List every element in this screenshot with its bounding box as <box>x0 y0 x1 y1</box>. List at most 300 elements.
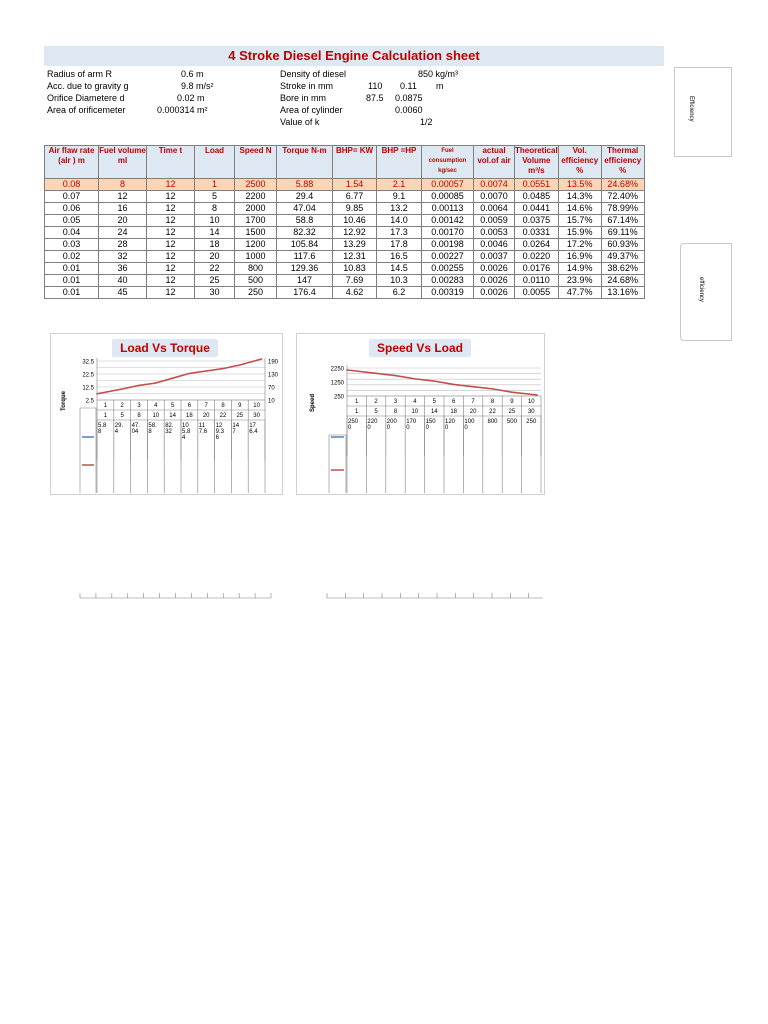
table-cell: 0.0026 <box>474 263 515 275</box>
data-point <box>511 391 513 393</box>
table-cell: 47.04 <box>277 203 333 215</box>
chart-title: Load Vs Torque <box>112 339 218 357</box>
table-cell: 14 <box>195 227 235 239</box>
param-unit: m <box>436 81 444 91</box>
data-point <box>414 378 416 380</box>
param-value: 850 kg/m³ <box>418 69 459 79</box>
table-cell-text: 1 <box>103 403 108 409</box>
table-cell-text: 8 <box>490 399 495 405</box>
load-vs-torque-plot <box>50 333 281 633</box>
table-cell: 0.0264 <box>515 239 559 251</box>
table-cell-text: 6 <box>452 399 456 405</box>
table-cell-text: 7 <box>471 399 475 405</box>
table-cell-text: 220 <box>367 419 378 425</box>
table-cell: 0.00283 <box>422 275 474 287</box>
table-cell: 500 <box>235 275 277 287</box>
table-cell: 10.83 <box>333 263 377 275</box>
table-cell-text: 5.8 <box>182 429 191 435</box>
table-cell-text: 200 <box>386 419 397 425</box>
table-cell-text: 2 <box>120 403 124 409</box>
table-cell-text: 6.4 <box>249 429 258 435</box>
table-cell: 12.31 <box>333 251 377 263</box>
table-cell: 6.77 <box>333 191 377 203</box>
table-cell-text: 30 <box>527 409 535 415</box>
table-cell: 17.3 <box>377 227 422 239</box>
table-cell: 7.69 <box>333 275 377 287</box>
table-cell: 15.9% <box>558 227 601 239</box>
table-row <box>45 179 645 191</box>
data-point <box>434 380 436 382</box>
table-cell: 0.0059 <box>474 215 515 227</box>
table-cell: 129.36 <box>277 263 333 275</box>
column-header: BHP =HP <box>377 146 422 179</box>
efficiency-axis-label: efficiency <box>698 277 704 302</box>
table-cell-text: 4 <box>182 435 186 441</box>
table-cell: 1 <box>195 179 235 191</box>
param-value: 0.02 m <box>177 93 205 103</box>
column-header: Air flaw rate (alr ) m <box>45 146 99 179</box>
table-cell: 8 <box>195 203 235 215</box>
table-cell-text: 5 <box>120 413 124 419</box>
param-label: Area of orificemeter <box>47 105 126 115</box>
param-label: Area of cylinder <box>280 105 343 115</box>
table-cell-text: 5 <box>374 409 378 415</box>
y-tick-label: 2250 <box>330 366 344 373</box>
table-row <box>45 203 645 215</box>
table-cell: 176.4 <box>277 287 333 299</box>
table-row <box>45 287 645 299</box>
table-cell: 36 <box>99 263 147 275</box>
table-cell: 0.0110 <box>515 275 559 287</box>
table-cell-text: 9 <box>510 399 514 405</box>
table-cell-text: 4 <box>413 399 417 405</box>
efficiency-chart-box <box>674 67 732 157</box>
column-header: BHP= KW <box>333 146 377 179</box>
table-cell: 10.3 <box>377 275 422 287</box>
table-cell-text: 20 <box>469 409 477 415</box>
table-cell: 12 <box>147 203 195 215</box>
table-cell: 2500 <box>235 179 277 191</box>
table-cell: 1.54 <box>333 179 377 191</box>
data-point <box>239 364 241 366</box>
table-cell-text: 25 <box>236 413 244 419</box>
table-cell: 4.62 <box>333 287 377 299</box>
table-cell: 0.01 <box>45 263 99 275</box>
y-tick-label: 12.5 <box>82 385 94 392</box>
table-cell: 82.32 <box>277 227 333 239</box>
column-header: Fuel consumption kg/sec <box>422 146 474 179</box>
table-cell: 18 <box>195 239 235 251</box>
table-cell-text: 17 <box>249 423 256 429</box>
param-row <box>280 80 480 92</box>
column-header: Fuel volume ml <box>99 146 147 179</box>
param-label: Radius of arm R <box>47 69 113 79</box>
table-cell: 28 <box>99 239 147 251</box>
table-cell: 14.0 <box>377 215 422 227</box>
table-cell: 0.0064 <box>474 203 515 215</box>
table-cell: 0.00198 <box>422 239 474 251</box>
table-cell: 10 <box>195 215 235 227</box>
table-cell: 12 <box>147 275 195 287</box>
table-cell-text: 47. <box>131 423 140 429</box>
param-row <box>47 68 267 80</box>
table-cell: 12 <box>147 191 195 203</box>
table-cell-text: 6 <box>215 435 219 441</box>
table-cell-text: 5 <box>432 399 436 405</box>
table-cell: 16 <box>99 203 147 215</box>
param-value: 1/2 <box>420 117 433 127</box>
table-cell-text: 25 <box>508 409 516 415</box>
table-cell-text: 3 <box>393 399 398 405</box>
y2-tick-label: 190 <box>268 359 279 366</box>
table-cell-text: 29. <box>114 423 124 429</box>
table-cell: 14.3% <box>558 191 601 203</box>
table-cell-text: 7.6 <box>198 429 208 435</box>
table-cell: 0.0026 <box>474 275 515 287</box>
table-cell: 12 <box>147 215 195 227</box>
table-cell-text: 250 <box>348 419 359 425</box>
param-value: 0.6 m <box>181 69 204 79</box>
data-point <box>395 375 397 377</box>
table-cell: 0.0055 <box>515 287 559 299</box>
table-cell-text: 32 <box>165 429 172 435</box>
table-cell: 0.0026 <box>474 287 515 299</box>
param-label: Stroke in mm <box>280 81 334 91</box>
data-point <box>155 382 157 384</box>
table-cell-text: 0 <box>367 425 371 431</box>
table-cell: 17.2% <box>558 239 601 251</box>
table-cell-text: 14 <box>430 409 438 415</box>
y-tick-label: 250 <box>333 394 344 401</box>
table-cell: 0.0053 <box>474 227 515 239</box>
table-cell: 12 <box>99 191 147 203</box>
table-cell-text: 22 <box>489 409 496 415</box>
param-value: 87.5 <box>366 93 384 103</box>
y2-tick-label: 10 <box>268 398 275 405</box>
table-cell: 49.37% <box>601 251 644 263</box>
column-header: Vol. efficiency % <box>558 146 601 179</box>
table-cell: 5.88 <box>277 179 333 191</box>
table-cell-text: 10 <box>182 423 189 429</box>
table-cell-text: 800 <box>487 419 498 425</box>
table-cell: 67.14% <box>601 215 644 227</box>
efficiency-axis-label: Efficiency <box>688 96 694 122</box>
table-cell-text: 30 <box>253 413 260 419</box>
column-header: Time t <box>147 146 195 179</box>
table-cell: 0.0070 <box>474 191 515 203</box>
data-point <box>375 373 377 375</box>
table-row <box>45 263 645 275</box>
table-cell: 13.29 <box>333 239 377 251</box>
table-cell-text: 7 <box>204 403 208 409</box>
table-cell: 13.16% <box>601 287 644 299</box>
table-cell: 12 <box>147 227 195 239</box>
table-cell: 0.00319 <box>422 287 474 299</box>
table-cell: 0.0485 <box>515 191 559 203</box>
table-cell: 40 <box>99 275 147 287</box>
table-cell-text: 0 <box>425 425 429 431</box>
table-cell: 1700 <box>235 215 277 227</box>
table-cell: 0.0441 <box>515 203 559 215</box>
table-cell: 0.00113 <box>422 203 474 215</box>
table-cell: 0.0551 <box>515 179 559 191</box>
param-row <box>280 104 480 116</box>
data-point <box>222 368 224 370</box>
column-header: Thermal efficiency % <box>601 146 644 179</box>
table-cell: 20 <box>99 215 147 227</box>
table-cell-text: 1 <box>355 399 359 405</box>
table-row <box>45 215 645 227</box>
table-cell: 147 <box>277 275 333 287</box>
table-cell: 13.5% <box>558 179 601 191</box>
table-cell-text: 170 <box>406 419 417 425</box>
table-cell: 0.02 <box>45 251 99 263</box>
table-cell: 69.11% <box>601 227 644 239</box>
table-cell-text: 0 <box>406 425 410 431</box>
table-cell-text: 120 <box>445 419 456 425</box>
header-row <box>45 146 645 179</box>
table-cell: 0.08 <box>45 179 99 191</box>
param-label: Bore in mm <box>280 93 327 103</box>
table-cell: 0.00170 <box>422 227 474 239</box>
table-cell-text: 8 <box>221 403 225 409</box>
table-cell: 58.8 <box>277 215 333 227</box>
table-cell-text: 4 <box>154 403 158 409</box>
table-cell: 38.62% <box>601 263 644 275</box>
table-cell-text: 0 <box>386 425 391 431</box>
table-cell: 8 <box>99 179 147 191</box>
data-point <box>205 370 207 372</box>
table-cell: 17.8 <box>377 239 422 251</box>
params-left <box>47 68 267 116</box>
param-row <box>280 92 480 104</box>
table-cell: 14.9% <box>558 263 601 275</box>
column-header: Theoretical Volume m³/s <box>515 146 559 179</box>
table-cell-text: 4 <box>114 429 119 435</box>
table-cell: 1500 <box>235 227 277 239</box>
table-cell: 0.0046 <box>474 239 515 251</box>
table-cell: 25 <box>195 275 235 287</box>
table-cell: 15.7% <box>558 215 601 227</box>
table-cell-text: 82. <box>165 423 174 429</box>
table-cell: 10.46 <box>333 215 377 227</box>
table-cell: 12 <box>147 239 195 251</box>
param-label: Density of diesel <box>280 69 347 79</box>
table-cell: 0.0176 <box>515 263 559 275</box>
table-cell-text: 58. <box>148 423 157 429</box>
table-cell: 1200 <box>235 239 277 251</box>
table-cell: 12 <box>147 251 195 263</box>
params-right <box>280 68 480 128</box>
column-header: actual vol.of air <box>474 146 515 179</box>
table-cell-text: 0 <box>464 425 468 431</box>
table-body <box>45 179 645 299</box>
table-cell-text: 6 <box>187 403 192 409</box>
table-row <box>45 191 645 203</box>
table-cell: 250 <box>235 287 277 299</box>
efficiency-chart-box-2 <box>680 243 732 341</box>
table-cell-text: 10 <box>527 399 535 405</box>
table-cell-text: 10 <box>411 409 419 415</box>
table-cell: 9.85 <box>333 203 377 215</box>
table-cell: 0.0220 <box>515 251 559 263</box>
table-cell: 800 <box>235 263 277 275</box>
table-row <box>45 251 645 263</box>
param-value: 0.0060 <box>395 105 423 115</box>
table-cell: 0.00085 <box>422 191 474 203</box>
table-cell-text: 0 <box>445 425 449 431</box>
data-point <box>492 388 494 390</box>
table-cell: 16.9% <box>558 251 601 263</box>
results-table <box>44 145 645 299</box>
table-cell: 0.03 <box>45 239 99 251</box>
table-cell: 0.0331 <box>515 227 559 239</box>
table-cell: 78.99% <box>601 203 644 215</box>
table-cell-text: 11 <box>198 423 206 429</box>
table-row <box>45 239 645 251</box>
table-cell: 24.68% <box>601 275 644 287</box>
table-cell: 24 <box>99 227 147 239</box>
table-cell: 0.04 <box>45 227 99 239</box>
data-point <box>121 388 123 390</box>
table-cell: 12 <box>147 263 195 275</box>
table-row <box>45 275 645 287</box>
param-label: Acc. due to gravity g <box>47 81 129 91</box>
table-cell: 24.68% <box>601 179 644 191</box>
table-cell-text: 8 <box>137 413 141 419</box>
table-cell: 0.00255 <box>422 263 474 275</box>
table-cell: 72.40% <box>601 191 644 203</box>
table-cell: 60.93% <box>601 239 644 251</box>
speed-vs-load-plot <box>296 333 543 633</box>
column-header: Torque N-m <box>277 146 333 179</box>
table-cell: 23.9% <box>558 275 601 287</box>
y2-tick-label: 130 <box>268 372 279 379</box>
y-tick-label: 32.5 <box>82 359 94 366</box>
data-point <box>96 393 98 395</box>
table-cell: 5 <box>195 191 235 203</box>
table-cell: 117.6 <box>277 251 333 263</box>
table-cell-text: 8 <box>148 429 152 435</box>
column-header: Speed N <box>235 146 277 179</box>
chart-title: Speed Vs Load <box>369 339 471 357</box>
table-cell-text: 18 <box>450 409 458 415</box>
table-cell: 32 <box>99 251 147 263</box>
table-cell: 20 <box>195 251 235 263</box>
table-cell: 0.0074 <box>474 179 515 191</box>
table-cell: 0.00142 <box>422 215 474 227</box>
table-cell: 9.1 <box>377 191 422 203</box>
table-cell: 0.00227 <box>422 251 474 263</box>
table-cell: 12 <box>147 179 195 191</box>
data-point <box>472 386 474 388</box>
table-cell-text: 150 <box>425 419 436 425</box>
data-point <box>261 358 263 360</box>
table-cell: 0.06 <box>45 203 99 215</box>
y-tick-label: 1250 <box>330 380 344 387</box>
y-axis-label: Speed <box>310 393 316 413</box>
data-point <box>346 369 348 371</box>
table-row <box>45 227 645 239</box>
table-cell-text: 22 <box>219 413 227 419</box>
table-cell-text: 20 <box>202 413 210 419</box>
table-cell: 0.00057 <box>422 179 474 191</box>
data-point <box>536 394 538 396</box>
param-row <box>280 116 480 128</box>
param-row <box>47 92 267 104</box>
table-cell: 0.01 <box>45 275 99 287</box>
table-cell: 45 <box>99 287 147 299</box>
table-cell-text: 100 <box>464 419 475 425</box>
table-cell-text: 5.8 <box>98 423 107 429</box>
table-cell-text: 9.3 <box>215 429 224 435</box>
y-tick-label: 2.5 <box>85 398 94 405</box>
param-label: Orifice Diametere d <box>47 93 125 103</box>
table-cell: 16.5 <box>377 251 422 263</box>
param-value: 0.11 <box>400 81 417 91</box>
sheet-title: 4 Stroke Diesel Engine Calculation sheet <box>228 48 480 63</box>
data-point <box>189 373 191 375</box>
param-row <box>47 104 267 116</box>
table-cell: 0.0375 <box>515 215 559 227</box>
table-cell: 12 <box>147 287 195 299</box>
table-cell: 14.6% <box>558 203 601 215</box>
table-cell: 30 <box>195 287 235 299</box>
table-cell: 13.2 <box>377 203 422 215</box>
table-cell: 47.7% <box>558 287 601 299</box>
table-cell-text: 9 <box>238 403 242 409</box>
table-cell-text: 12 <box>215 423 223 429</box>
table-cell-text: 8 <box>393 409 398 415</box>
table-cell-text: 5 <box>170 403 175 409</box>
data-point <box>453 384 455 386</box>
table-cell: 14.5 <box>377 263 422 275</box>
table-cell: 105.84 <box>277 239 333 251</box>
table-cell: 2200 <box>235 191 277 203</box>
param-value: 0.000314 m² <box>157 105 208 115</box>
table-cell: 22 <box>195 263 235 275</box>
y2-tick-label: 70 <box>268 385 275 392</box>
table-cell-text: 2 <box>374 399 378 405</box>
table-cell-text: 10 <box>152 413 160 419</box>
table-cell: 2000 <box>235 203 277 215</box>
table-cell: 0.0037 <box>474 251 515 263</box>
data-point <box>172 377 174 379</box>
param-label: Value of k <box>280 117 320 127</box>
table-cell-text: 500 <box>506 419 517 425</box>
table-cell: 29.4 <box>277 191 333 203</box>
table-cell: 0.01 <box>45 287 99 299</box>
table-cell-text: 7 <box>232 429 236 435</box>
table-cell-text: 1 <box>103 413 108 419</box>
table-cell-text: 14 <box>169 413 176 419</box>
param-value: 9.8 m/s² <box>181 81 214 91</box>
table-cell-text: 3 <box>137 403 141 409</box>
table-cell-text: 8 <box>98 429 102 435</box>
table-cell: 0.05 <box>45 215 99 227</box>
table-cell-text: 10 <box>253 403 260 409</box>
data-point <box>138 385 140 387</box>
param-row <box>280 68 480 80</box>
param-value: 110 <box>368 81 383 91</box>
table-cell: 0.07 <box>45 191 99 203</box>
table-cell-text: 04 <box>131 429 139 435</box>
table-cell-text: 0 <box>348 425 352 431</box>
table-cell: 6.2 <box>377 287 422 299</box>
param-row <box>47 80 267 92</box>
table-cell: 12.92 <box>333 227 377 239</box>
table-cell: 2.1 <box>377 179 422 191</box>
